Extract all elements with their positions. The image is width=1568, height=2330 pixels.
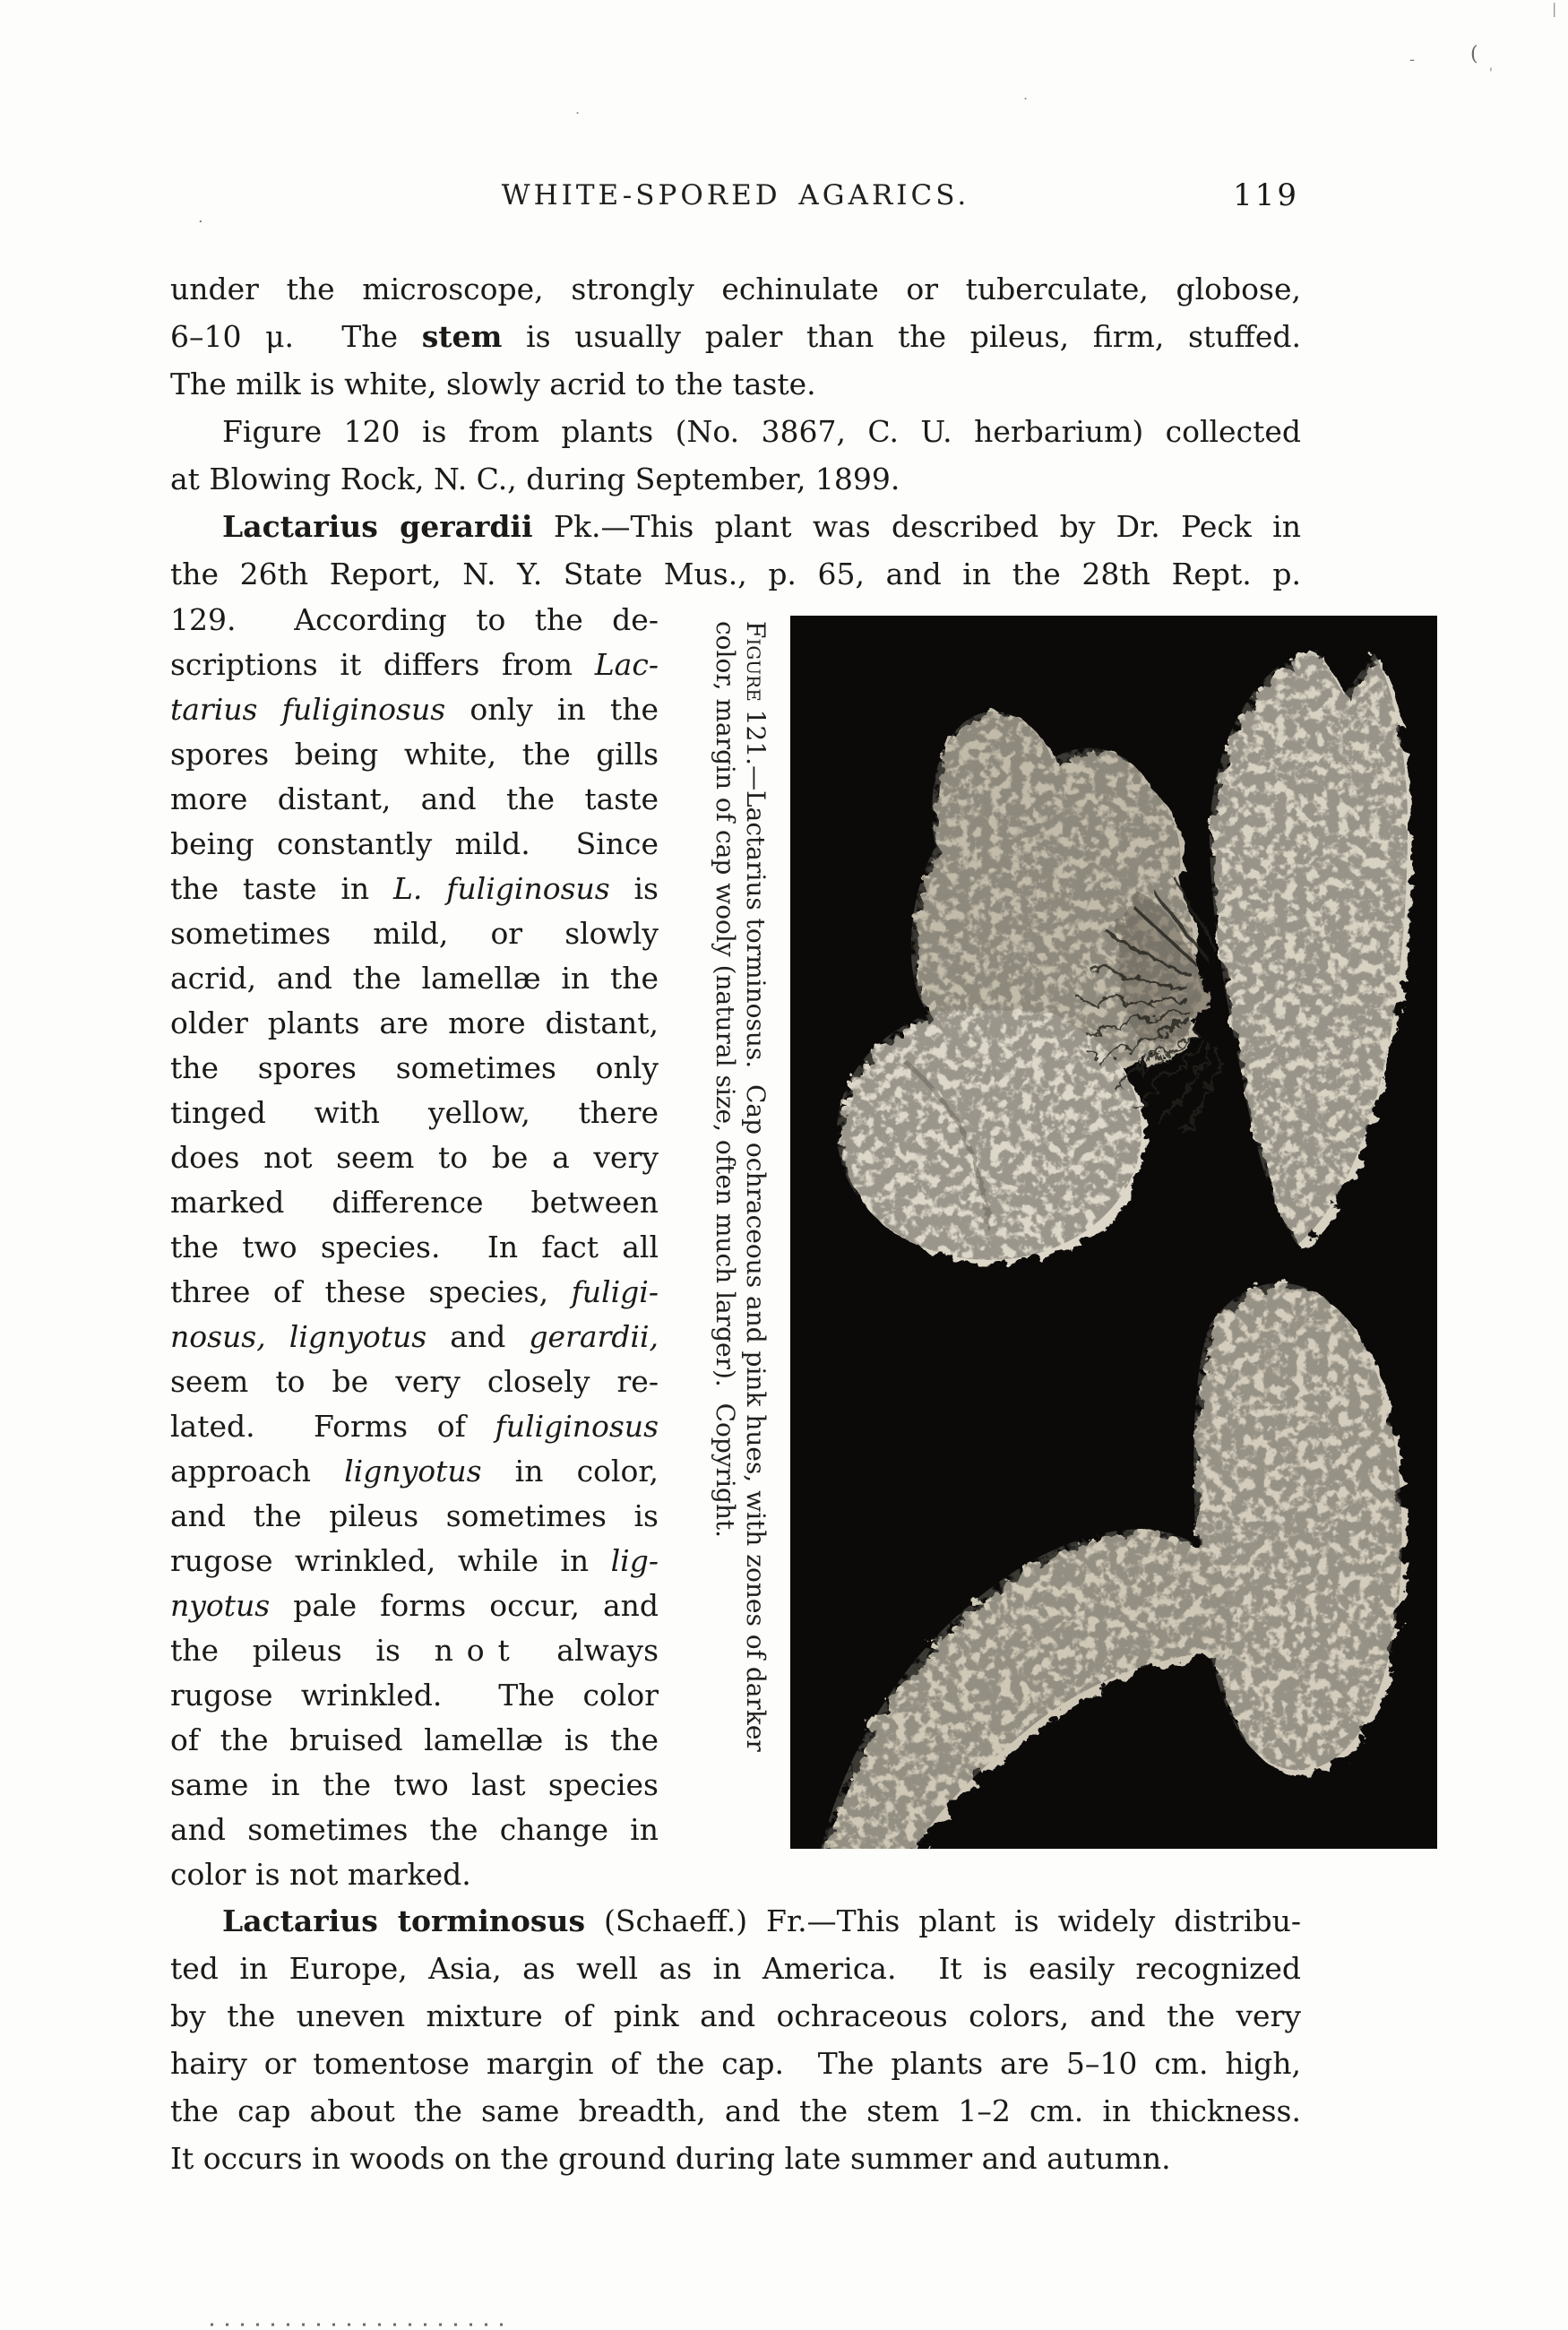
- text-line: the cap about the same breadth, and the stem 1–2 cm. in thickness.: [170, 2093, 1301, 2128]
- text-line: 6–10 μ. The stem is usually paler than the pileus, firm, stuffed.: [170, 319, 1301, 354]
- text-line: Lactarius torminosus (Schaeff.) Fr.—This plant is widely distribu-: [222, 1903, 1301, 1938]
- running-header: [170, 179, 1301, 219]
- text-line: the spores sometimes only: [170, 1050, 659, 1085]
- text-line: marked difference between: [170, 1185, 659, 1220]
- paragraph-lactarius-torminosus: [170, 1897, 1301, 2182]
- text-line: It occurs in woods on the ground during late summer and autumn.: [170, 2141, 1171, 2176]
- text-line: and the pileus sometimes is: [170, 1498, 659, 1533]
- text-line: being constantly mild. Since: [170, 826, 659, 861]
- scan-speck: |: [1552, 0, 1557, 17]
- text-line: lated. Forms of fuliginosus: [170, 1409, 659, 1444]
- text-line: scriptions it differs from Lac-: [170, 647, 659, 682]
- text-line: nyotus pale forms occur, and: [170, 1588, 659, 1623]
- text-line: the pileus is not always: [170, 1633, 659, 1668]
- text-line: acrid, and the lamellæ in the: [170, 961, 659, 996]
- page-number: 119: [1233, 177, 1299, 213]
- photo-grain: [790, 616, 1437, 1849]
- text-line: Figure 121.—Lactarius torminosus. Cap ochraceous and pink hues, with zones of darker: [741, 621, 771, 1752]
- text-line: the taste in L. fuliginosus is: [170, 871, 659, 906]
- text-line: the two species. In fact all: [170, 1230, 659, 1264]
- scan-speck: (: [1470, 43, 1478, 65]
- text-line: tarius fuliginosus only in the: [170, 692, 659, 727]
- text-line: Figure 120 is from plants (No. 3867, C. U. herbarium) collected: [222, 414, 1301, 449]
- text-line: tinged with yellow, there: [170, 1095, 659, 1130]
- scan-speck: ': [1489, 66, 1493, 81]
- figure-photo-mushrooms: [790, 616, 1437, 1849]
- text-line: sometimes mild, or slowly: [170, 916, 659, 951]
- text-line: color, margin of cap wooly (natural size, often much larger). Copyright.: [711, 621, 740, 1539]
- text-line: hairy or tomentose margin of the cap. The plants are 5–10 cm. high,: [170, 2046, 1301, 2081]
- paragraph-spore-description: [170, 265, 1301, 408]
- text-line: color is not marked.: [170, 1857, 471, 1892]
- figure-caption: [710, 621, 771, 1786]
- bottom-left-speckle: [99, 2209, 385, 2330]
- text-line: Lactarius gerardii Pk.—This plant was described by Dr. Peck in: [222, 509, 1301, 544]
- text-line: rugose wrinkled, while in lig-: [170, 1543, 659, 1578]
- scan-speck: .: [575, 100, 581, 117]
- scan-speck: .: [198, 208, 203, 227]
- text-line: more distant, and the taste: [170, 781, 659, 816]
- text-line: the 26th Report, N. Y. State Mus., p. 65, and in the 28th Rept. p.: [170, 557, 1301, 591]
- paragraph-lactarius-gerardii-continued: [170, 598, 659, 1897]
- text-line: seem to be very closely re-: [170, 1364, 659, 1399]
- text-line: nosus, lignyotus and gerardii,: [170, 1319, 659, 1354]
- paragraph-figure-120-source: [170, 408, 1301, 503]
- text-line: does not seem to be a very: [170, 1140, 659, 1175]
- text-line: and sometimes the change in: [170, 1812, 659, 1847]
- text-line: ted in Europe, Asia, as well as in America. It is easily recognized: [170, 1951, 1301, 1986]
- scan-speck: -: [1409, 50, 1416, 69]
- text-line: approach lignyotus in color,: [170, 1454, 659, 1489]
- text-line: under the microscope, strongly echinulate or tuberculate, globose,: [170, 272, 1301, 306]
- scan-speck: .: [1023, 86, 1029, 103]
- text-line: rugose wrinkled. The color: [170, 1678, 659, 1713]
- text-line: older plants are more distant,: [170, 1005, 659, 1040]
- text-line: same in the two last species: [170, 1767, 659, 1802]
- text-line: spores being white, the gills: [170, 737, 659, 772]
- text-line: The milk is white, slowly acrid to the taste.: [170, 367, 816, 401]
- paragraph-lactarius-gerardii-intro: [170, 503, 1301, 598]
- text-line: 129. According to the de-: [170, 602, 659, 637]
- text-line: three of these species, fuligi-: [170, 1274, 659, 1309]
- text-line: at Blowing Rock, N. C., during September, 1899.: [170, 462, 900, 496]
- text-line: of the bruised lamellæ is the: [170, 1722, 659, 1757]
- text-line: by the uneven mixture of pink and ochraceous colors, and the very: [170, 1998, 1301, 2033]
- right-margin-speckle: [1546, 215, 1568, 2330]
- running-title: WHITE-SPORED AGARICS.: [501, 179, 970, 211]
- left-margin-speckle: [0, 0, 170, 2330]
